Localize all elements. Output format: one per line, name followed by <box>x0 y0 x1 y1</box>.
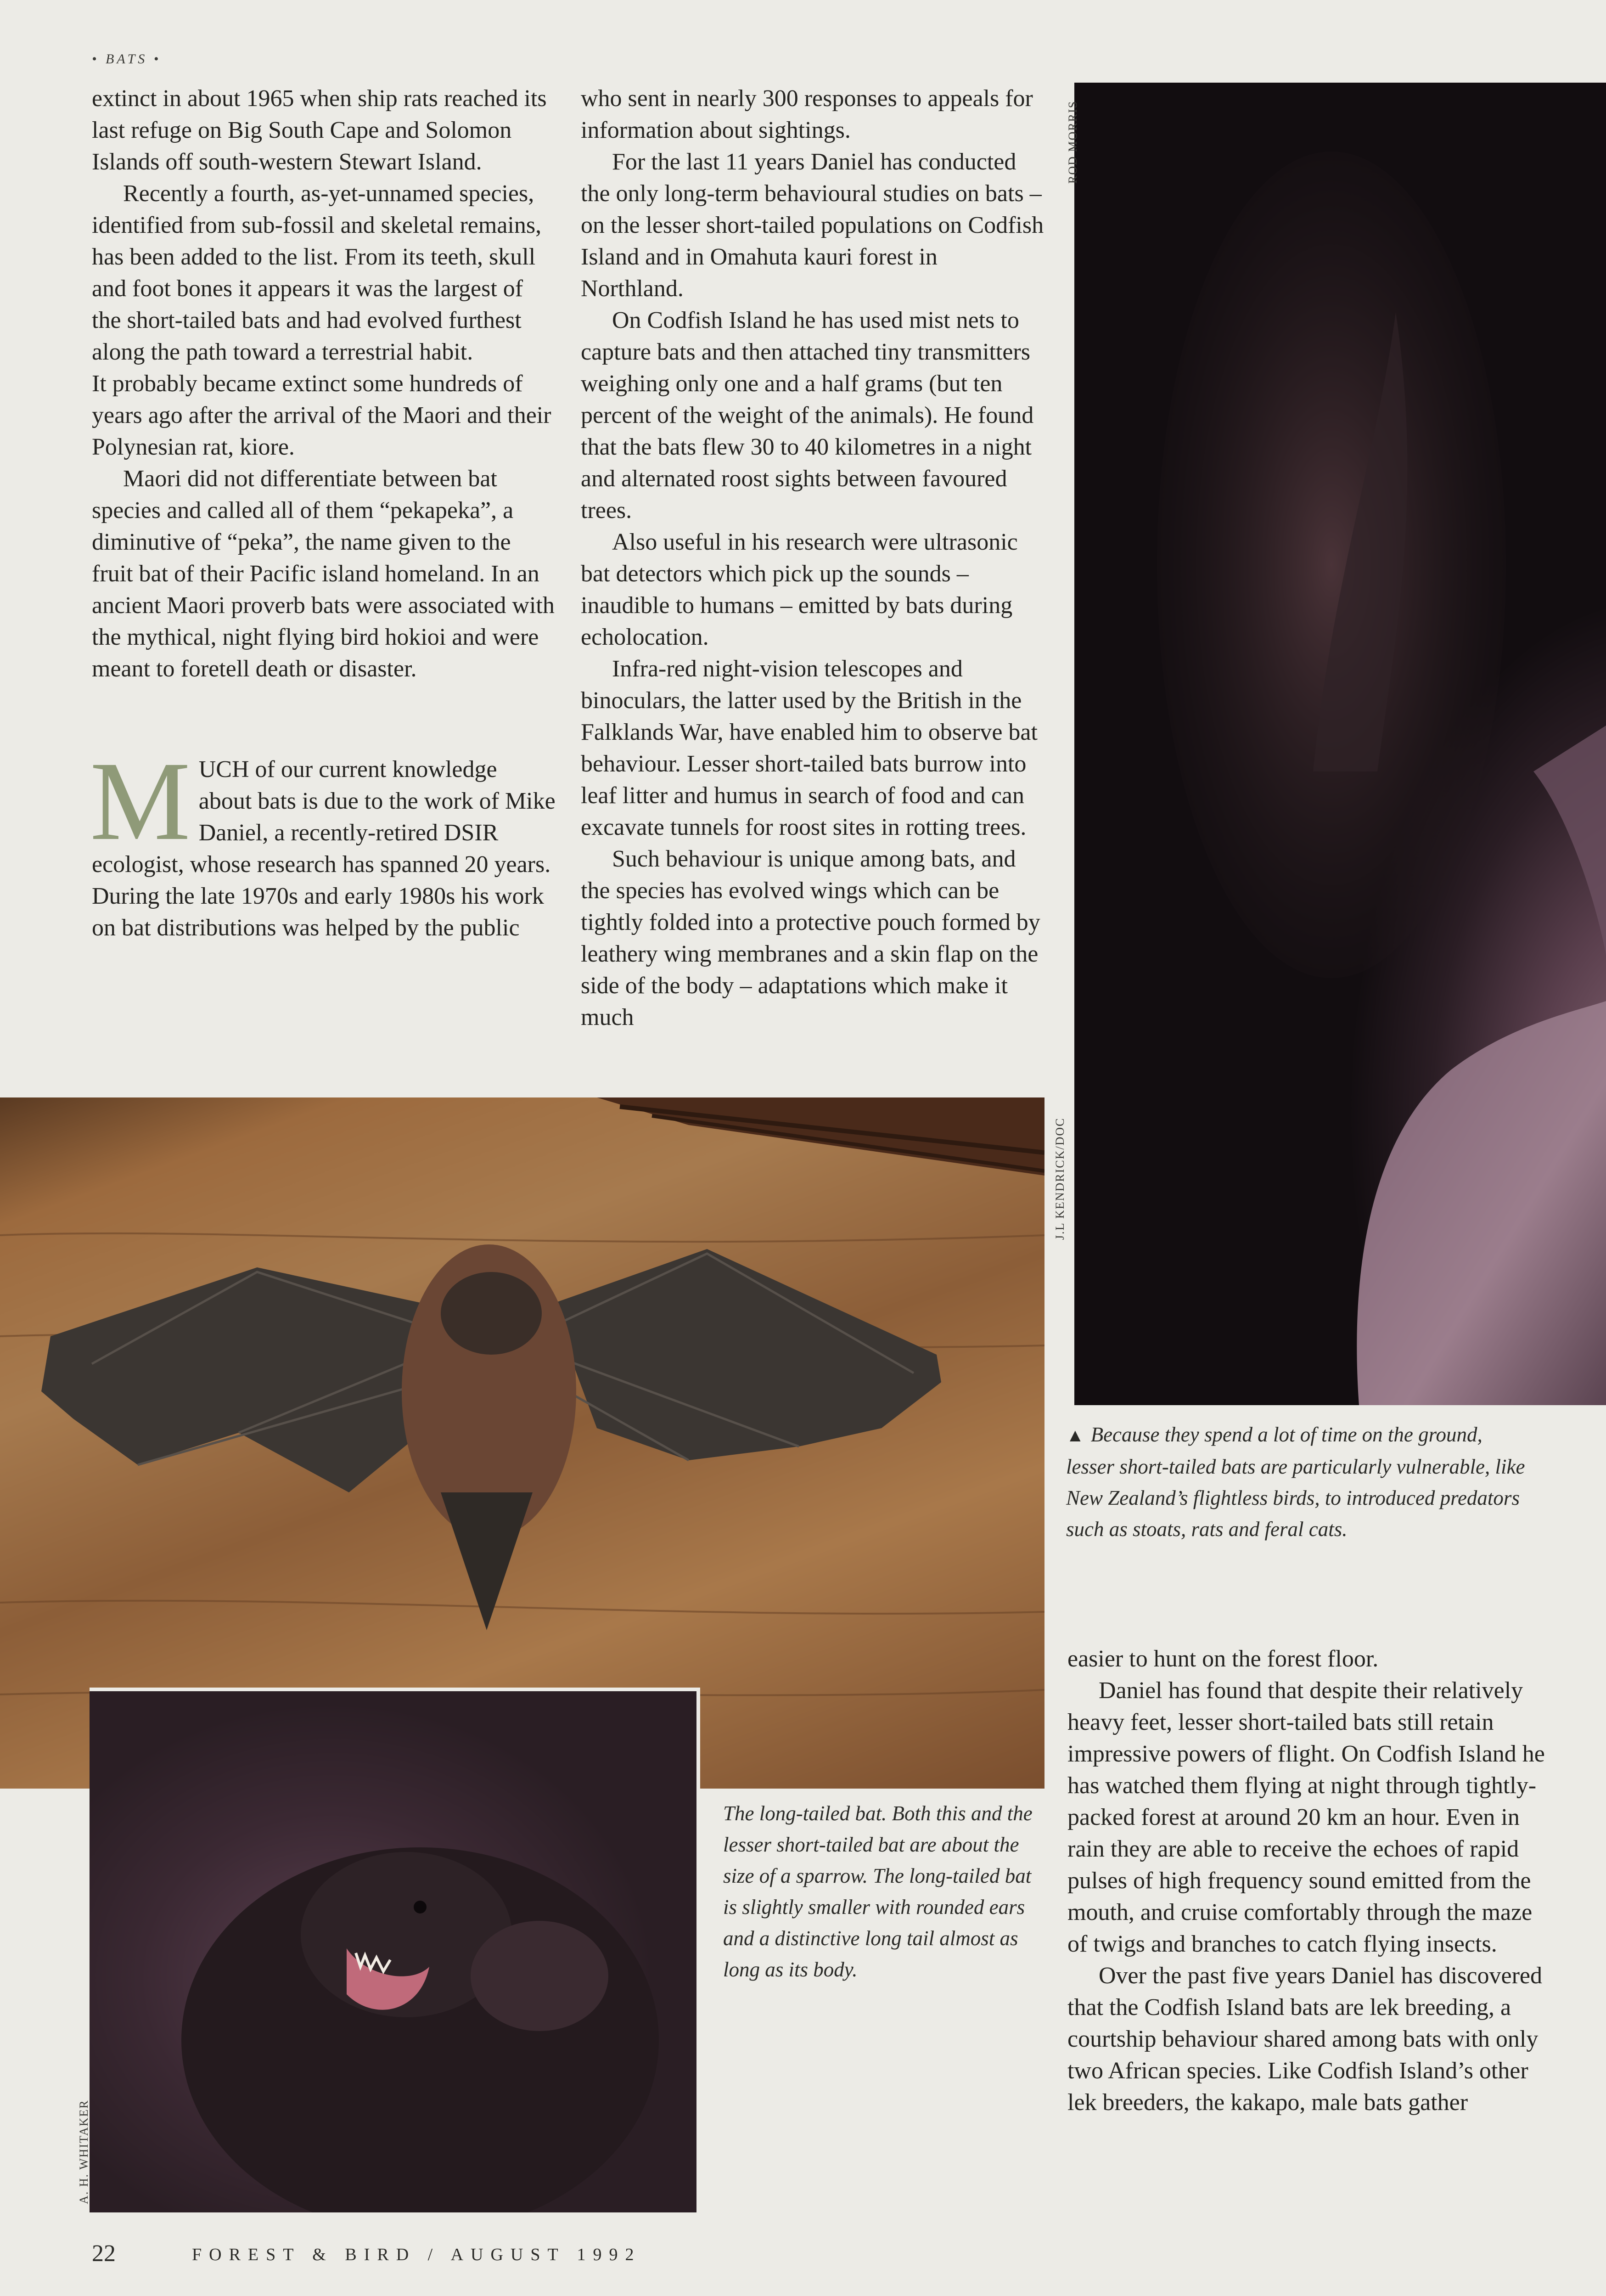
paragraph: extinct in about 1965 when ship rats reached its last refuge on Big South Cape and Solomon Islands off south-western Stewart Island. <box>92 85 547 175</box>
paragraph: Over the past five years Daniel has discovered that the Codfish Island bats are lek breeding, a courtship behaviour shared among bats with only two African species. Like Codfish Island’s other lek breeders, the kakapo, male bats gather <box>1067 1963 1542 2116</box>
photo-credit-bottom-left: A. H. WHITAKER <box>77 2099 90 2204</box>
caption-right <box>1066 1419 1530 1545</box>
paragraph: Recently a fourth, as-yet-unnamed species, identified from sub-fossil and skeletal remains, has been added to the list. From its teeth, skull and foot bones it appears it was the largest of the short-tailed bats and had evolved furthest along the path toward a terrestrial habit. <box>92 180 542 365</box>
paragraph: easier to hunt on the forest floor. <box>1067 1646 1379 1672</box>
text-column-1 <box>92 83 556 944</box>
drop-cap: M <box>90 739 191 864</box>
bat-closeup-illustration <box>1074 83 1606 1405</box>
spread-wing-bat-photo <box>0 1097 1044 1789</box>
paragraph: On Codfish Island he has used mist nets to capture bats and then attached tiny transmitters weighing only one and a half grams (but ten percent of the weight of the animals). He found that the bats flew 30 to 40 kilometres in a night and alternated roost sights between favoured trees. <box>581 307 1034 523</box>
photo-credit-top-right: ROD MORRIS <box>1066 100 1079 184</box>
page-number: 22 <box>92 2240 116 2267</box>
text-column-2 <box>581 83 1044 1033</box>
paragraph: For the last 11 years Daniel has conducted the only long-term behavioural studies on bats – on the lesser short-tailed populations on Codfish Island and in Omahuta kauri forest in Northland. <box>581 149 1044 302</box>
paragraph: Infra-red night-vision telescopes and binoculars, the latter used by the British in the Falklands War, have enabled him to observe bat behaviour. Lesser short-tailed bats burrow into leaf litter and humus in search of food and can excavate tunnels for roost sites in rotting trees. <box>581 656 1038 840</box>
long-tailed-bat-illustration <box>90 1691 696 2212</box>
paragraph: Also useful in his research were ultrasonic bat detectors which pick up the sounds – inaudible to humans – emitted by bats during echolocation. <box>581 529 1018 650</box>
bat-closeup-photo <box>1074 83 1606 1405</box>
paragraph: Daniel has found that despite their relatively heavy feet, lesser short-tailed bats still retain impressive powers of flight. On Codfish Island he has watched them flying at night through tightly-packed forest at around 20 km an hour. Even in rain they are able to receive the echoes of rapid pulses of high frequency sound emitted from the mouth, and cruise comfortably through the maze of twigs and branches to catch flying insects. <box>1067 1677 1545 1957</box>
section-kicker: • BATS • <box>92 51 162 67</box>
paragraph: who sent in nearly 300 responses to appeals for information about sightings. <box>581 85 1033 143</box>
photo-credit-middle: J.L KENDRICK/DOC <box>1053 1117 1067 1240</box>
log-and-bat-illustration <box>0 1097 1044 1789</box>
paragraph-dropcap <box>90 739 556 944</box>
paragraph-text: UCH of our current knowledge about bats is due to the work of Mike Daniel, a recently-retired DSIR ecologist, whose research has spanned 20 years. During the late 1970s and early 1980s his work on bat distributions was helped by the public <box>92 756 556 941</box>
paragraph: It probably became extinct some hundreds of years ago after the arrival of the Maori and their Polynesian rat, kiore. <box>92 371 551 460</box>
caption-triangle-icon: ▲ <box>1066 1425 1084 1446</box>
paragraph: Maori did not differentiate between bat species and called all of them “pekapeka”, a diminutive of “peka”, the name given to the fruit bat of their Pacific island homeland. In an ancient Maori proverb bats were associated with the mythical, night flying bird hokioi and were meant to foretell death or disaster. <box>92 466 555 682</box>
caption-bottom: The long-tailed bat. Both this and the lesser short-tailed bat are about the size of a sparrow. The long-tailed bat is slightly smaller with rounded ears and a distinctive long tail almost as long as its body. <box>723 1802 1033 1981</box>
caption-text: Because they spend a lot of time on the ground, lesser short-tailed bats are particularly vulnerable, like New Zealand’s flightless birds, to introduced predators such as stoats, rats and feral cats. <box>1066 1423 1525 1541</box>
publication-line: FOREST & BIRD / AUGUST 1992 <box>192 2245 641 2264</box>
paragraph: Such behaviour is unique among bats, and the species has evolved wings which can be tightly folded into a protective pouch formed by leathery wing membranes and a skin flap on the side of the body – adaptations which make it much <box>581 846 1040 1030</box>
text-column-3 <box>1067 1643 1545 2118</box>
long-tailed-bat-photo <box>90 1688 700 2212</box>
